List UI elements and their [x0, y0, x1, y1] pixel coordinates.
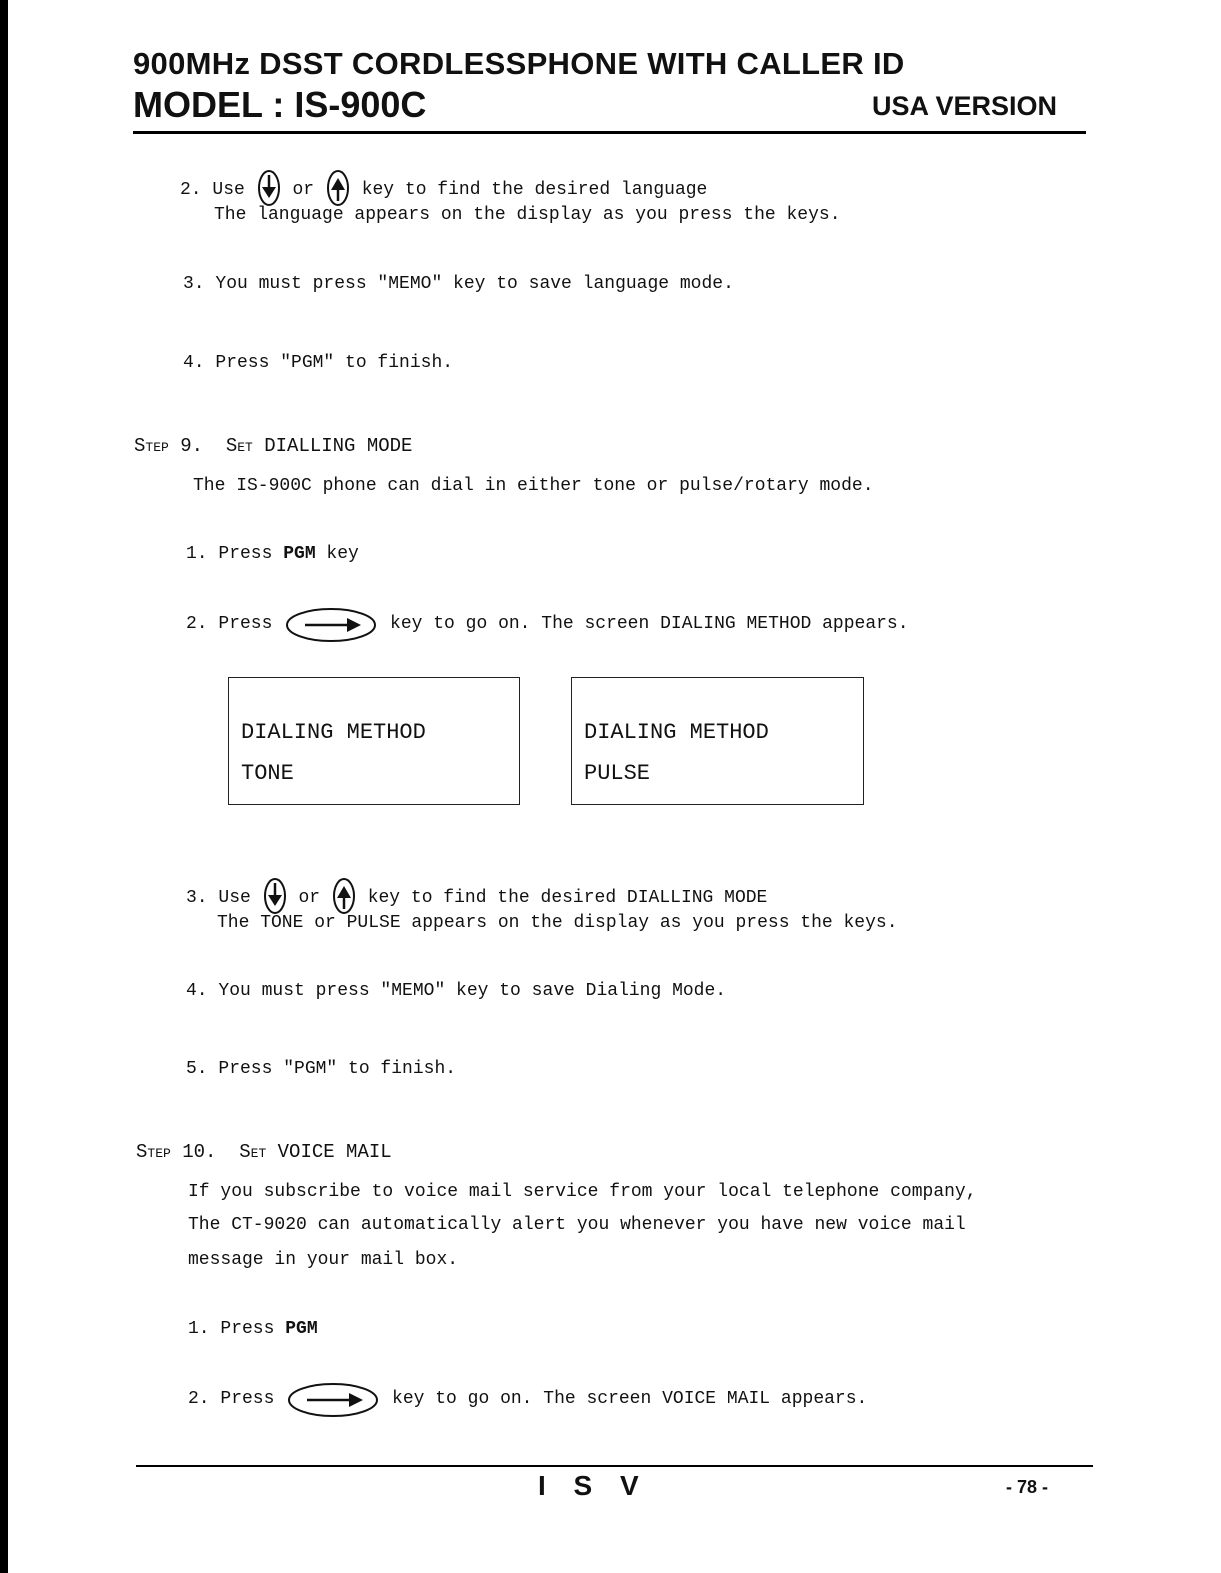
pgm-key-label: PGM — [285, 1319, 318, 1339]
lcd-display-tone — [228, 677, 520, 805]
step-text: Use — [212, 179, 245, 200]
footer-brand: I S V — [538, 1470, 639, 1501]
version-label: USA VERSION — [872, 91, 1058, 121]
lcd-line-2: TONE — [241, 761, 294, 786]
step-9-item-2 — [186, 600, 909, 646]
step-9-item-5: 5. Press "PGM" to finish. — [186, 1059, 457, 1079]
down-key-icon — [256, 169, 282, 209]
up-key-icon — [331, 877, 357, 917]
lcd-line-1: DIALING METHOD — [241, 720, 426, 745]
step-text: Use — [218, 887, 251, 908]
step-9-item-4: 4. You must press "MEMO" key to save Dialing Mode. — [186, 981, 727, 1001]
step-text: 2. Press — [186, 613, 273, 634]
step-text: key to go on. The screen VOICE MAIL appears. — [392, 1388, 868, 1409]
step-number: 2. — [180, 179, 202, 200]
right-arrow-key-icon — [283, 600, 379, 646]
step-text: key to find the desired language — [361, 179, 708, 200]
step-9-heading — [134, 434, 412, 458]
step-number: 3. — [186, 887, 208, 908]
language-step-2-detail: The language appears on the display as you press the keys. — [214, 205, 841, 225]
step-9-item-3 — [186, 877, 767, 917]
step-label: Step 10. — [136, 1141, 217, 1163]
step-text: 1. Press — [186, 544, 284, 564]
step-9-item-1 — [186, 543, 359, 565]
lcd-line-1: DIALING METHOD — [584, 720, 769, 745]
language-step-4: 4. Press "PGM" to finish. — [183, 353, 454, 373]
language-step-3: 3. You must press "MEMO" key to save language mode. — [183, 274, 734, 294]
step-10-item-1 — [188, 1318, 318, 1340]
step-text: key to go on. The screen DIALING METHOD appears. — [390, 613, 909, 634]
language-step-2 — [180, 169, 707, 209]
page-edge-bar — [0, 0, 8, 1573]
step-title: Set DIALLING MODE — [225, 435, 413, 457]
down-key-icon — [262, 877, 288, 917]
step-9-item-3-detail: The TONE or PULSE appears on the display as you press the keys. — [217, 913, 898, 933]
step-text: or — [298, 887, 321, 908]
step-10-intro-line-2: The CT-9020 can automatically alert you whenever you have new voice mail — [188, 1215, 966, 1235]
header-rule — [133, 131, 1086, 134]
step-text: 1. Press — [188, 1319, 286, 1339]
step-10-intro-line-1: If you subscribe to voice mail service from your local telephone company, — [188, 1182, 977, 1202]
footer-rule — [136, 1465, 1093, 1467]
model-name: MODEL : IS-900C — [133, 84, 427, 125]
step-text: or — [292, 179, 315, 200]
step-text: 2. Press — [188, 1388, 275, 1409]
right-arrow-key-icon — [285, 1375, 381, 1421]
up-key-icon — [325, 169, 351, 209]
step-10-item-2 — [188, 1375, 867, 1421]
step-10-heading — [136, 1140, 392, 1164]
step-title: Set VOICE MAIL — [239, 1141, 392, 1163]
pgm-key-label: PGM — [283, 544, 316, 564]
page-number: - 78 - — [1006, 1477, 1049, 1497]
step-9-intro: The IS-900C phone can dial in either tone or pulse/rotary mode. — [193, 476, 874, 496]
step-label: Step 9. — [134, 435, 204, 457]
document-title: 900MHz DSST CORDLESSPHONE WITH CALLER ID — [133, 46, 905, 81]
step-10-intro-line-3: message in your mail box. — [188, 1250, 459, 1270]
step-text: key to find the desired DIALLING MODE — [367, 887, 768, 908]
lcd-display-pulse — [571, 677, 864, 805]
lcd-line-2: PULSE — [584, 761, 651, 786]
step-text: key — [315, 544, 359, 564]
